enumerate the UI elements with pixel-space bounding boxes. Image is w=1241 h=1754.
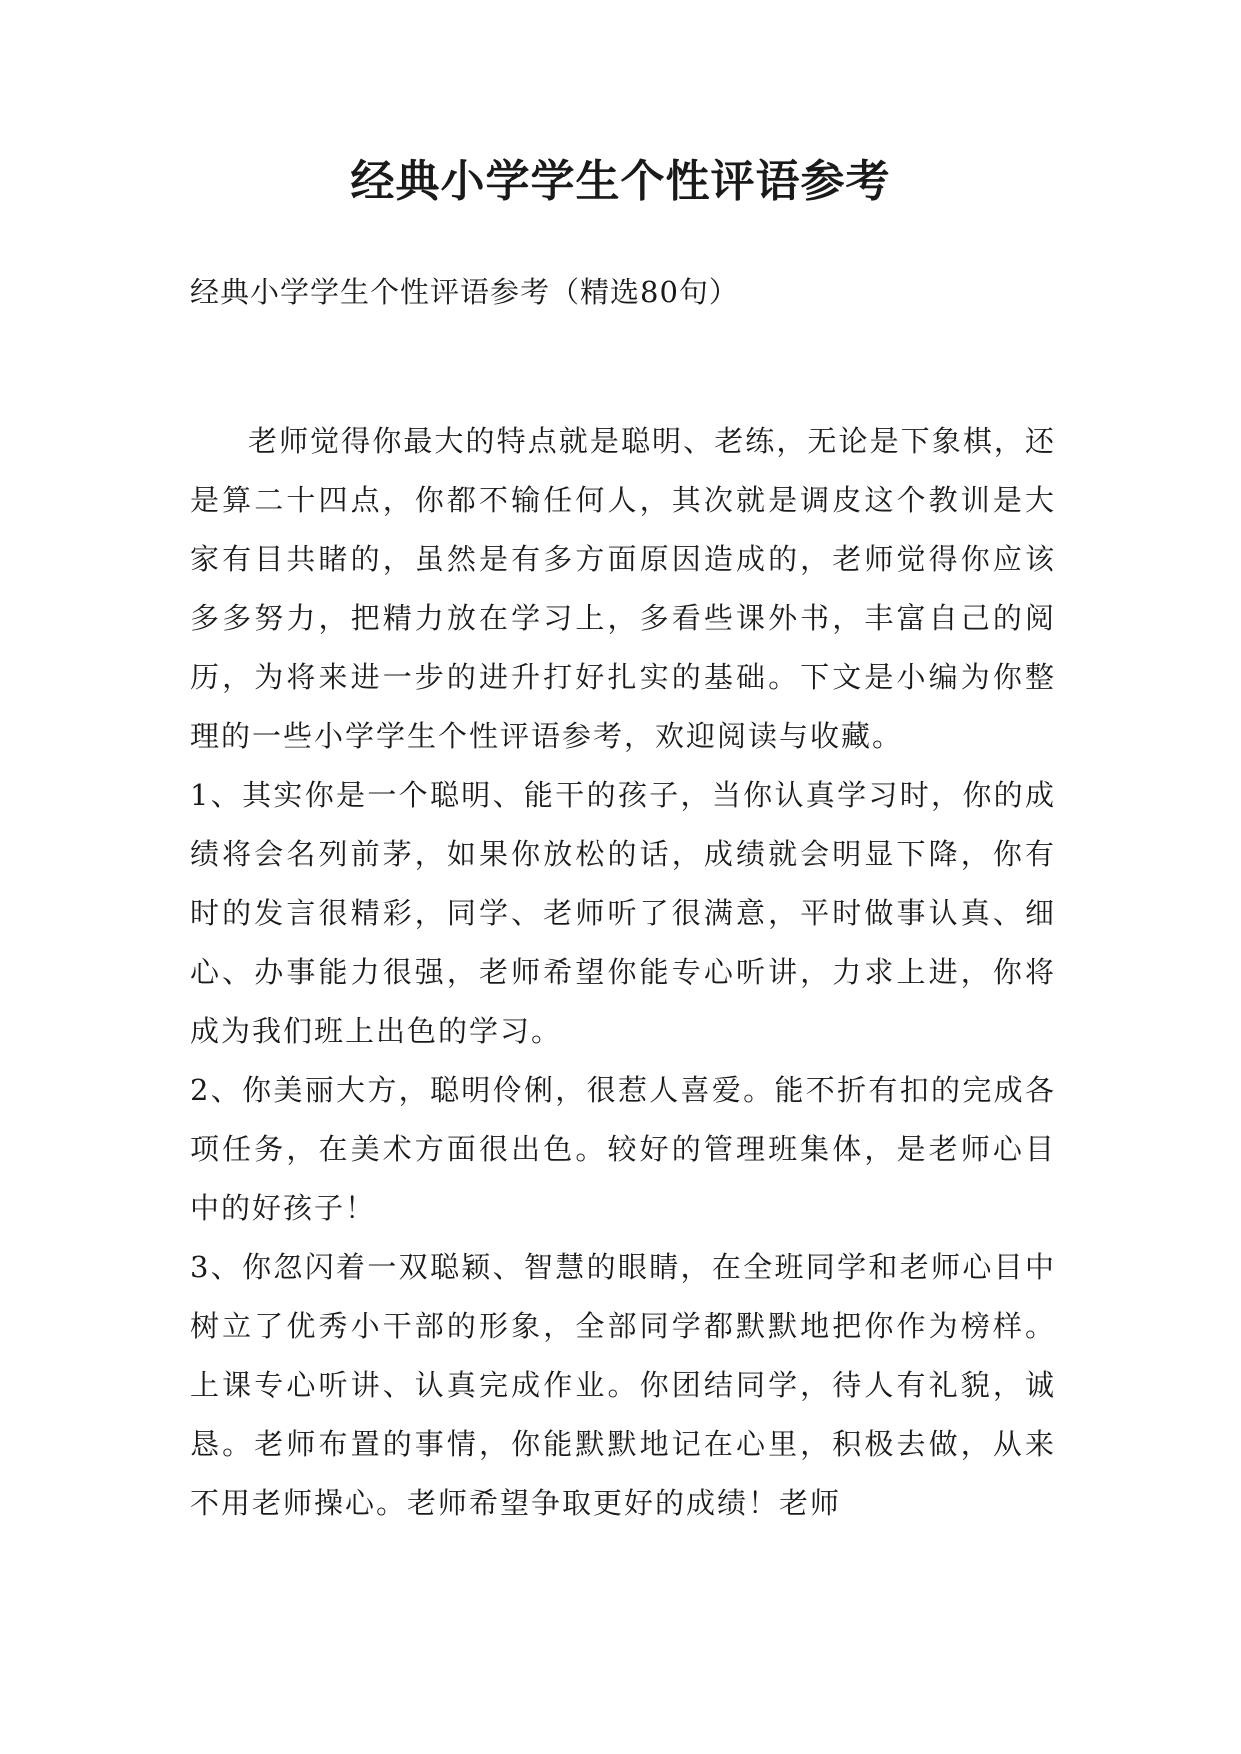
comment-item-2: 2、你美丽大方，聪明伶俐，很惹人喜爱。能不折有扣的完成各项任务，在美术方面很出色。较好的管理班集体，是老师心目中的好孩子！ — [190, 1073, 1056, 1225]
comment-item-3: 3、你忽闪着一双聪颖、智慧的眼睛，在全班同学和老师心目中树立了优秀小干部的形象，全部同学都默默地把你作为榜样。上课专心听讲、认真完成作业。你团结同学，待人有礼貌，诚恳。老师布置的事情，你能默默地记在心里，积极去做，从来不用老师操心。老师希望争取更好的成绩！老师 — [190, 1250, 1056, 1520]
document-title: 经典小学学生个性评语参考 — [350, 156, 891, 207]
document-subtitle: 经典小学学生个性评语参考（精选80句） — [190, 275, 739, 309]
comment-item-1: 1、其实你是一个聪明、能干的孩子，当你认真学习时，你的成绩将会名列前茅，如果你放松的话，成绩就会明显下降，你有时的发言很精彩，同学、老师听了很满意，平时做事认真、细心、办事能力很强，老师希望你能专心听讲，力求上进，你将成为我们班上出色的学习。 — [190, 778, 1056, 1048]
intro-paragraph: 老师觉得你最大的特点就是聪明、老练，无论是下象棋，还是算二十四点，你都不输任何人，其次就是调皮这个教训是大家有目共睹的，虽然是有多方面原因造成的，老师觉得你应该多多努力，把精力放在学习上，多看些课外书，丰富自己的阅历，为将来进一步的进升打好扎实的基础。下文是小编为你整理的一些小学学生个性评语参考，欢迎阅读与收藏。 — [190, 424, 1056, 753]
document-body — [190, 412, 1056, 1533]
